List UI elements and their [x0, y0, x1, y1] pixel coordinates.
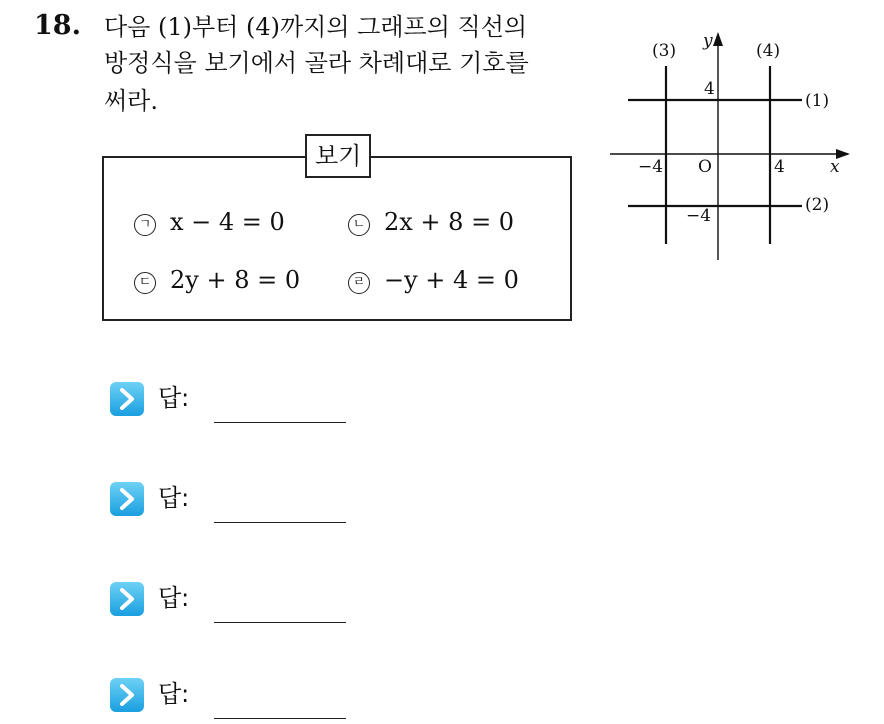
tick-pos-y: 4	[704, 79, 715, 99]
choice-mark-1: ㄱ	[134, 214, 156, 236]
answer-blank-2[interactable]	[214, 522, 346, 523]
chevron-right-icon	[110, 382, 144, 416]
answer-label-3: 답:	[158, 584, 190, 612]
choice-equation-1: x − 4 = 0	[170, 208, 285, 236]
line-label-1: (1)	[805, 91, 830, 111]
chevron-right-icon	[110, 678, 144, 712]
choices-box-title: 보기	[305, 134, 371, 178]
answer-blank-4[interactable]	[214, 718, 346, 719]
origin-label: O	[698, 157, 712, 177]
answer-blank-1[interactable]	[214, 422, 346, 423]
chevron-right-icon	[110, 582, 144, 616]
choice-equation-4: −y + 4 = 0	[384, 266, 519, 294]
answer-label-2: 답:	[158, 484, 190, 512]
question-text-line-2: 방정식을 보기에서 골라 차례대로 기호를	[104, 49, 529, 77]
choice-item-1	[134, 207, 285, 237]
tick-neg-y: −4	[686, 206, 712, 226]
choices-box	[102, 156, 572, 321]
choice-equation-2: 2x + 8 = 0	[384, 208, 515, 236]
choice-item-4	[348, 265, 519, 295]
choice-equation-3: 2y + 8 = 0	[170, 266, 301, 294]
coordinate-graph	[600, 22, 870, 272]
answer-label-4: 답:	[158, 680, 190, 708]
choice-item-2	[348, 207, 514, 237]
chevron-right-icon	[110, 482, 144, 516]
question-text-line-1: 다음 (1)부터 (4)까지의 그래프의 직선의	[104, 13, 528, 41]
question-text-line-3: 써라.	[104, 87, 158, 115]
line-label-2: (2)	[805, 195, 830, 215]
answer-blank-3[interactable]	[214, 622, 346, 623]
y-axis-arrow	[713, 32, 723, 46]
answer-label-1: 답:	[158, 384, 190, 412]
tick-pos-x: 4	[774, 157, 785, 177]
choice-mark-2: ㄴ	[348, 214, 370, 236]
line-label-4: (4)	[756, 41, 781, 61]
x-axis-label: x	[830, 157, 840, 177]
line-label-3: (3)	[652, 41, 677, 61]
tick-neg-x: −4	[638, 157, 664, 177]
choice-mark-3: ㄷ	[134, 272, 156, 294]
choice-item-3	[134, 265, 300, 295]
y-axis-label: y	[703, 31, 713, 51]
question-number: 18.	[34, 10, 81, 41]
choice-mark-4: ㄹ	[348, 272, 370, 294]
